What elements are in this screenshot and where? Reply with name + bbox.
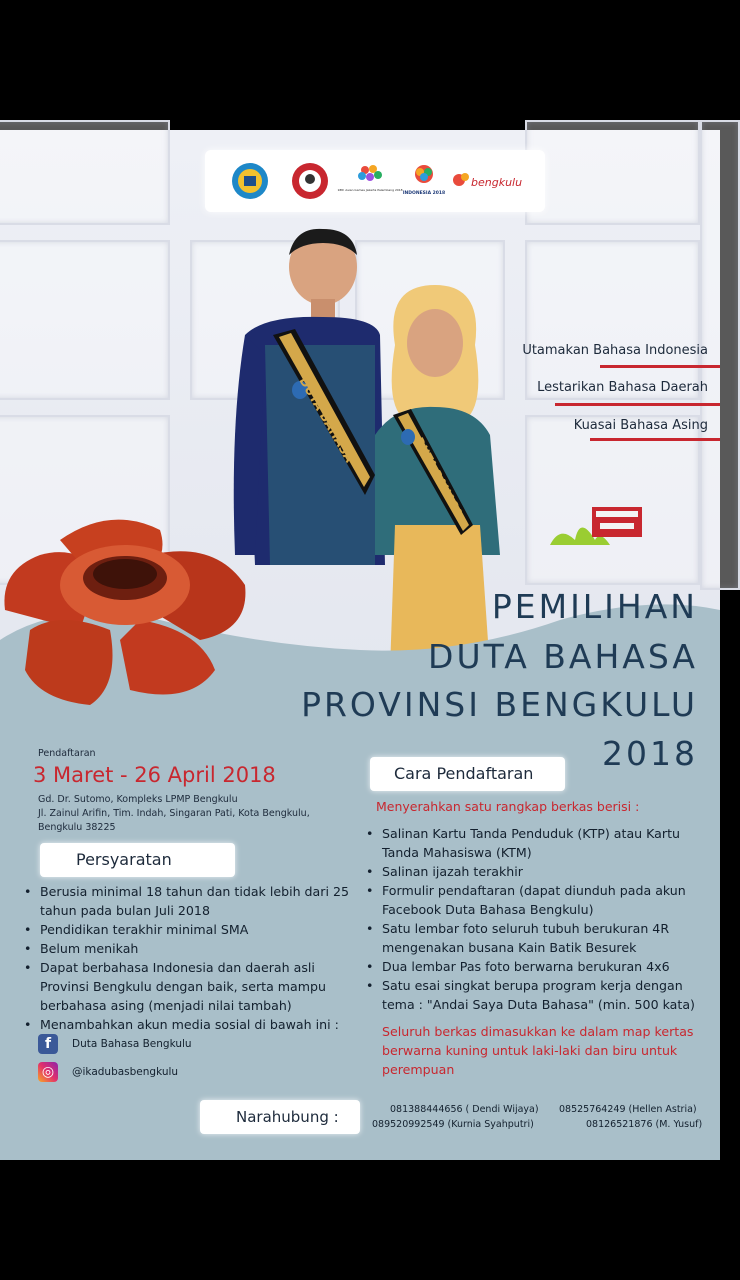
instagram-account[interactable] <box>38 1062 178 1082</box>
contact-2: 08525764249 (Hellen Astria) <box>559 1104 697 1115</box>
bengkulu-logo-text: bengkulu <box>471 176 523 189</box>
cara-note: Seluruh berkas dimasukkan ke dalam map kertas berwarna kuning untuk laki-laki dan biru untuk perempuan <box>382 1024 694 1077</box>
title-line-3: PROVINSI BENGKULU <box>301 685 698 724</box>
cara-pendaftaran-heading: Cara Pendaftaran <box>370 757 565 791</box>
persyaratan-list <box>24 882 354 1034</box>
logo-strip <box>205 150 545 212</box>
asian-games-jakarta-palembang-logo <box>337 162 403 200</box>
rafflesia-flower <box>0 510 255 710</box>
tagline-underline <box>555 403 720 406</box>
list-item: • Formulir pendaftaran (dapat diunduh pada akun Facebook Duta Bahasa Bengkulu) <box>366 881 716 919</box>
registration-address-2: Jl. Zainul Arifin, Tim. Indah, Singaran Pati, Kota Bengkulu, <box>38 808 310 819</box>
decor-red-box <box>540 485 650 565</box>
facebook-handle: Duta Bahasa Bengkulu <box>72 1038 192 1050</box>
contact-4: 08126521876 (M. Yusuf) <box>586 1119 703 1130</box>
title-line-1: PEMILIHAN <box>491 587 698 626</box>
tagline-2: Lestarikan Bahasa Daerah <box>537 380 708 395</box>
title-line-2: DUTA BAHASA <box>428 637 698 676</box>
wall-panel <box>0 240 170 400</box>
list-item: • Dua lembar Pas foto berwarna berukuran 4x6 <box>366 957 716 976</box>
bengkulu-logo <box>451 168 525 198</box>
list-item: • Satu lembar foto seluruh tubuh berukuran 4R mengenakan busana Kain Batik Besurek <box>366 919 716 957</box>
wall-panel <box>525 240 700 400</box>
list-item: • Salinan Kartu Tanda Penduduk (KTP) atau Kartu Tanda Mahasiswa (KTM) <box>366 824 716 862</box>
indonesia-2018-logo <box>402 162 446 200</box>
facebook-icon: f <box>38 1034 58 1054</box>
list-item: • Belum menikah <box>24 939 354 958</box>
registration-address-3: Bengkulu 38225 <box>38 822 116 833</box>
poster <box>0 130 720 1148</box>
list-item: • Menambahkan akun media sosial di bawah ini : <box>24 1015 354 1034</box>
facebook-account[interactable] <box>38 1034 192 1054</box>
wall-panel <box>525 120 700 225</box>
registration-dates: 3 Maret - 26 April 2018 <box>33 763 276 787</box>
kemdikbud-logo <box>231 162 269 200</box>
badan-bahasa-logo <box>291 162 329 200</box>
contact-3: 089520992549 (Kurnia Syahputri) <box>372 1119 534 1130</box>
instagram-icon: ◎ <box>38 1062 58 1082</box>
cara-pendaftaran-list <box>366 824 716 1014</box>
man-sash-text: DUTA BAHASA <box>296 374 357 465</box>
woman-sash-text: DUTA BAHASA <box>412 435 466 520</box>
persyaratan-heading: Persyaratan <box>40 843 235 877</box>
title-year: 2018 <box>602 734 698 773</box>
registration-address-1: Gd. Dr. Sutomo, Kompleks LPMP Bengkulu <box>38 794 238 805</box>
list-item: • Pendidikan terakhir minimal SMA <box>24 920 354 939</box>
narahubung-label: Narahubung : <box>200 1100 360 1134</box>
list-item: • Berusia minimal 18 tahun dan tidak lebih dari 25 tahun pada bulan Juli 2018 <box>24 882 354 920</box>
tagline-1: Utamakan Bahasa Indonesia <box>522 343 708 358</box>
registration-label: Pendaftaran <box>38 748 96 759</box>
cara-intro: Menyerahkan satu rangkap berkas berisi : <box>376 799 640 814</box>
indonesia-2018-caption: INDONESIA 2018 <box>402 191 446 196</box>
asian-games-caption: 18th Asian Games Jakarta Palembang 2018 <box>337 188 403 192</box>
tagline-underline <box>590 438 720 441</box>
contact-1: 081388444656 ( Dendi Wijaya) <box>390 1104 539 1115</box>
list-item: • Salinan ijazah terakhir <box>366 862 716 881</box>
wall-panel <box>0 120 170 225</box>
tagline-3: Kuasai Bahasa Asing <box>573 418 708 433</box>
list-item: • Satu esai singkat berupa program kerja dengan tema : "Andai Saya Duta Bahasa" (min. 500 kata) <box>366 976 716 1014</box>
list-item: • Dapat berbahasa Indonesia dan daerah asli Provinsi Bengkulu dengan baik, serta mampu berbahasa asing (menjadi nilai tambah) <box>24 958 354 1015</box>
instagram-handle: @ikadubasbengkulu <box>72 1066 179 1078</box>
tagline-underline <box>600 365 720 368</box>
